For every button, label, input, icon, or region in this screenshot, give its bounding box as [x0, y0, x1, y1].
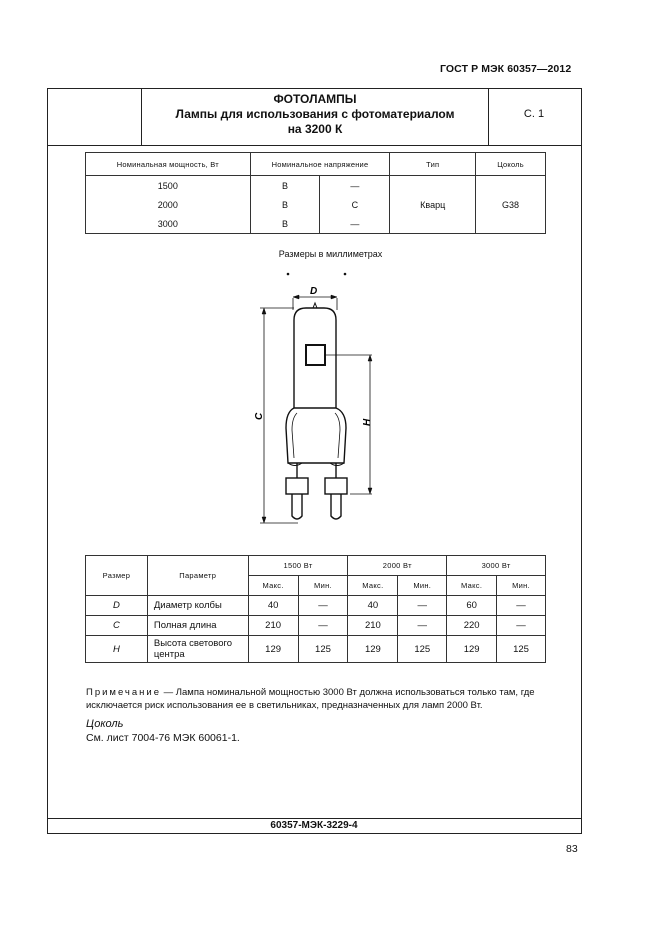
value-cell: 125 — [298, 636, 348, 663]
lamp-drawing — [240, 268, 400, 533]
param-name: Полная длина — [147, 616, 248, 636]
value-cell: — — [398, 616, 447, 636]
table-row — [86, 616, 546, 636]
voltage-value: В — [250, 176, 320, 196]
note-text: — Лампа номинальной мощностью 3000 Вт должна использоваться только там, где исключается риск использования ее в светильниках, предназначенных для ламп 2000 Вт. — [86, 687, 535, 711]
frame-header-divider-right — [488, 88, 489, 145]
frame-header-divider-left — [141, 88, 142, 145]
value-cell: 129 — [447, 636, 497, 663]
sub-header-min: Мин. — [298, 576, 348, 596]
dimension-label-c: C — [254, 412, 265, 420]
frame-right — [581, 88, 582, 833]
sub-header-max: Макс. — [248, 576, 298, 596]
col-header-type: Тип — [390, 153, 476, 176]
value-cell: 210 — [348, 616, 398, 636]
frame-top — [47, 88, 582, 89]
sheet-title-line2: Лампы для использования с фотоматериалом — [175, 107, 455, 121]
col-header-voltage: Номинальное напряжение — [250, 153, 390, 176]
sheet-title-line3: на 3200 К — [287, 122, 343, 136]
value-cell: 125 — [497, 636, 546, 663]
group-header: 1500 Вт — [248, 556, 348, 576]
cap-label: Цоколь — [86, 718, 124, 730]
sub-header-min: Мин. — [497, 576, 546, 596]
param-name: Диаметр колбы — [147, 596, 248, 616]
power-value: 2000 — [86, 195, 251, 214]
dimensions-table — [85, 555, 546, 663]
note-prefix: Примечание — [86, 687, 161, 698]
value-cell: 40 — [348, 596, 398, 616]
cap-text: См. лист 7004-76 МЭК 60061-1. — [86, 732, 240, 744]
col-header-power: Номинальная мощность, Вт — [86, 153, 251, 176]
voltage-value: В — [250, 195, 320, 214]
value-cell: 210 — [248, 616, 298, 636]
sub-header-min: Мин. — [398, 576, 447, 596]
voltage-mark: — — [320, 214, 390, 234]
value-cell: 129 — [248, 636, 298, 663]
value-cell: 60 — [447, 596, 497, 616]
col-header-base: Цоколь — [476, 153, 546, 176]
group-header: 3000 Вт — [447, 556, 546, 576]
value-cell: 125 — [398, 636, 447, 663]
base-value: G38 — [476, 176, 546, 234]
param-name: Высота светового центра — [147, 636, 248, 663]
standard-number: ГОСТ Р МЭК 60357—2012 — [440, 63, 572, 75]
table-row — [86, 596, 546, 616]
table-row — [86, 636, 546, 663]
voltage-mark: С — [320, 195, 390, 214]
lamp-ratings-table — [85, 152, 546, 234]
value-cell: 220 — [447, 616, 497, 636]
col-header-param: Параметр — [147, 556, 248, 596]
col-header-size: Размер — [86, 556, 148, 596]
sheet-footer: 60357-МЭК-3229-4 — [270, 820, 358, 831]
sheet-page: С. 1 — [523, 108, 545, 120]
dimensions-caption: Размеры в миллиметрах — [278, 249, 383, 259]
frame-left — [47, 88, 48, 833]
voltage-value: В — [250, 214, 320, 234]
voltage-mark: — — [320, 176, 390, 196]
value-cell: — — [298, 616, 348, 636]
group-header: 2000 Вт — [348, 556, 447, 576]
value-cell: 129 — [348, 636, 398, 663]
sub-header-max: Макс. — [447, 576, 497, 596]
type-value: Кварц — [390, 176, 476, 234]
page-number: 83 — [566, 843, 578, 855]
value-cell: — — [497, 616, 546, 636]
value-cell: — — [298, 596, 348, 616]
frame-footer-top — [47, 818, 582, 819]
frame-bottom — [47, 833, 582, 834]
dimension-label-d: D — [310, 286, 318, 297]
value-cell: 40 — [248, 596, 298, 616]
dimension-label-h: H — [362, 418, 373, 426]
value-cell: — — [497, 596, 546, 616]
value-cell: — — [398, 596, 447, 616]
power-value: 3000 — [86, 214, 251, 234]
sub-header-max: Макс. — [348, 576, 398, 596]
power-value: 1500 — [86, 176, 251, 196]
size-code: C — [86, 616, 148, 636]
sheet-title — [145, 92, 485, 137]
size-code: H — [86, 636, 148, 663]
frame-header-bottom — [47, 145, 582, 146]
sheet-title-line1: ФОТОЛАМПЫ — [273, 92, 357, 106]
note — [86, 686, 576, 712]
size-code: D — [86, 596, 148, 616]
